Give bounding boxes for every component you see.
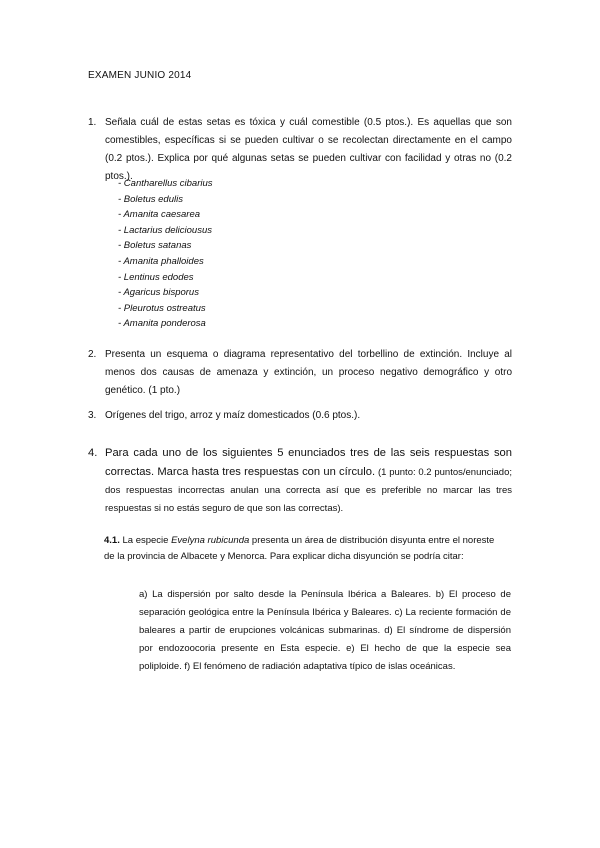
question-4-body <box>105 444 512 518</box>
list-item: - Boletus satanas <box>118 240 192 252</box>
question-2-number: 2. <box>88 349 97 360</box>
question-1-text: Señala cuál de estas setas es tóxica y cuál comestible (0.5 ptos.). Es aquellas que son comestibles, específicas si se pueden cultivar o se recolectan directamente en el campo (0.2 ptos.). Explica por qué algunas setas se pueden cultivar con facilidad y otras no (0.2 ptos.). <box>105 117 512 182</box>
question-4-1-species: Evelyna rubicunda <box>171 535 250 546</box>
list-item: - Boletus edulis <box>118 193 183 205</box>
question-4-number: 4. <box>88 447 98 459</box>
question-4-1-text-before: La especie <box>122 535 169 546</box>
species-list <box>118 176 213 332</box>
question-4-1-text-after: presenta un área de distribución disyunta entre el noreste de la provincia de Albacete y Menorca. Para explicar dicha disyunción se podría citar: <box>104 535 495 562</box>
question-4-1 <box>104 533 504 565</box>
question-3-text: Orígenes del trigo, arroz y maíz domesticados (0.6 ptos.). <box>105 410 361 421</box>
list-item: - Lactarius deliciousus <box>118 224 212 236</box>
list-item: - Amanita ponderosa <box>118 318 206 330</box>
question-1-number: 1. <box>88 117 97 128</box>
list-item: - Agaricus bisporus <box>118 287 199 299</box>
question-4-scoring-note: (1 punto: 0.2 puntos/enunciado; dos respuestas incorrectas anulan una correcta así que es preferible no marcar las tres respuestas si no estás seguro de que son las correctas). <box>105 467 512 514</box>
list-item: - Lentinus edodes <box>118 271 194 283</box>
question-4-instructions: Para cada uno de los siguientes 5 enunciados tres de las seis respuestas son correctas. Marca hasta tres respuestas con un círculo. <box>105 447 512 478</box>
exam-title: EXAMEN JUNIO 2014 <box>88 70 192 81</box>
list-item: - Amanita caesarea <box>118 209 201 221</box>
list-item: - Pleurotus ostreatus <box>118 302 206 314</box>
question-4-1-answers: a) La dispersión por salto desde la Península Ibérica a Baleares. b) El proceso de separación geológica entre la Península Ibérica y Baleares. c) La reciente formación de baleares a partir de erupciones volcánicas submarinas. d) El síndrome de dispersión por endozoocoria presente en Esta especie. e) El hecho de que la especie sea poliploide. f) El fenómeno de radiación adaptativa típico de islas oceánicas. <box>139 589 511 672</box>
question-3-number: 3. <box>88 410 97 421</box>
list-item: - Cantharellus cibarius <box>118 178 213 189</box>
question-2-text: Presenta un esquema o diagrama representativo del torbellino de extinción. Incluye al menos dos causas de amenaza y extinción, un proceso negativo demográfico y otro genético. (1 pto.) <box>105 349 512 396</box>
list-item: - Amanita phalloides <box>118 255 204 267</box>
question-4-1-number: 4.1. <box>104 535 120 546</box>
